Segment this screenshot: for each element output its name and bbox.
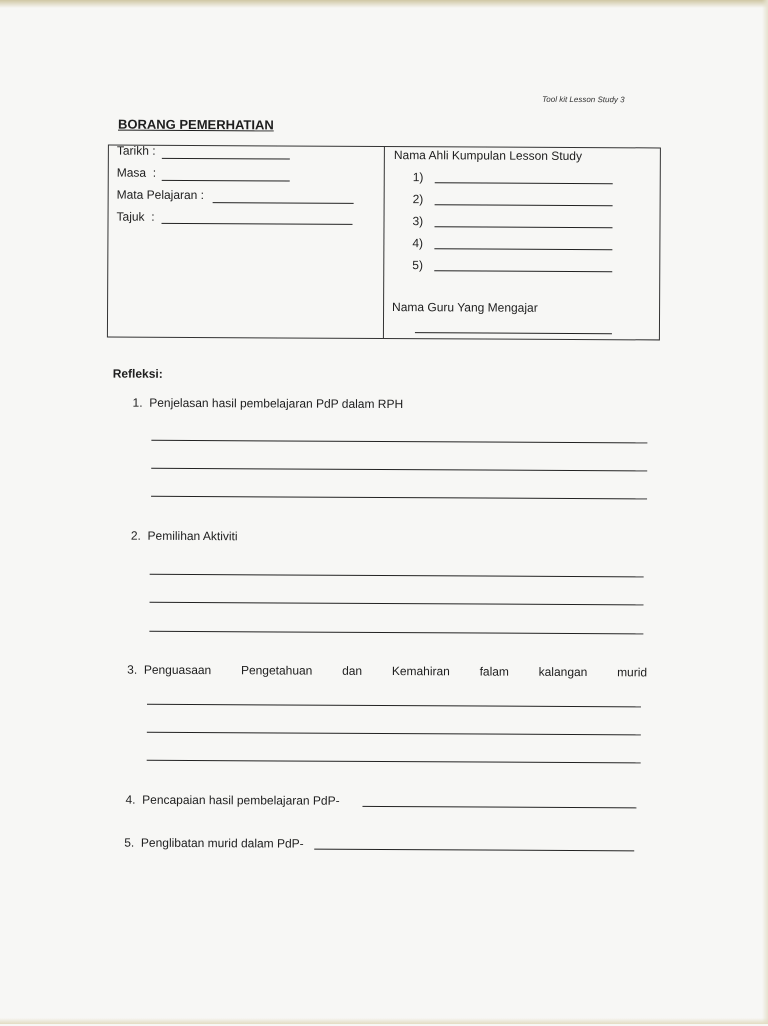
- answer-line-2c[interactable]: [149, 631, 643, 635]
- field-label-mata-pelajaran: Mata Pelajaran :: [116, 187, 205, 203]
- members-heading: Nama Ahli Kumpulan Lesson Study: [393, 148, 583, 164]
- question-3-word: murid: [617, 665, 648, 680]
- member-number-4: 4): [412, 236, 424, 251]
- member-number-1: 1): [412, 170, 424, 185]
- reflection-heading: Refleksi:: [112, 366, 163, 381]
- question-3-word: kalangan: [538, 664, 588, 680]
- teacher-label: Nama Guru Yang Mengajar: [392, 300, 538, 315]
- answer-line-2a[interactable]: [150, 574, 644, 578]
- question-3-word: Pengetahuan: [240, 663, 313, 678]
- member-number-5: 5): [412, 258, 424, 273]
- answer-line-1c[interactable]: [151, 496, 647, 500]
- question-3: [127, 663, 647, 680]
- question-4: 4. Pencapaian hasil pembelajaran PdP-: [125, 792, 340, 808]
- toolkit-label: Tool kit Lesson Study 3: [542, 94, 625, 105]
- question-3-word: falam: [479, 664, 509, 679]
- answer-line-3c[interactable]: [147, 760, 641, 764]
- question-3-word: Kemahiran: [391, 664, 450, 679]
- answer-line-1b[interactable]: [151, 468, 647, 472]
- answer-line-1a[interactable]: [151, 440, 647, 444]
- member-number-3: 3): [412, 214, 424, 229]
- question-3-word: 3. Penguasaan: [127, 662, 212, 678]
- question-5: 5. Penglibatan murid dalam PdP-: [124, 835, 304, 851]
- answer-line-5[interactable]: [314, 849, 634, 852]
- answer-line-2b[interactable]: [150, 602, 644, 606]
- answer-line-3a[interactable]: [147, 704, 641, 708]
- answer-line-4[interactable]: [362, 806, 636, 808]
- form-title: BORANG PEMERHATIAN: [117, 116, 274, 133]
- question-3-word: dan: [342, 663, 363, 678]
- member-number-2: 2): [412, 192, 424, 207]
- question-2: 2. Pemilihan Aktiviti: [130, 528, 238, 544]
- answer-line-3b[interactable]: [147, 732, 641, 736]
- question-1: 1. Penjelasan hasil pembelajaran PdP dalam RPH: [132, 395, 404, 412]
- field-label-tajuk: Tajuk :: [116, 209, 155, 224]
- field-label-tarikh: Tarikh :: [116, 143, 156, 158]
- field-label-masa: Masa :: [116, 165, 157, 180]
